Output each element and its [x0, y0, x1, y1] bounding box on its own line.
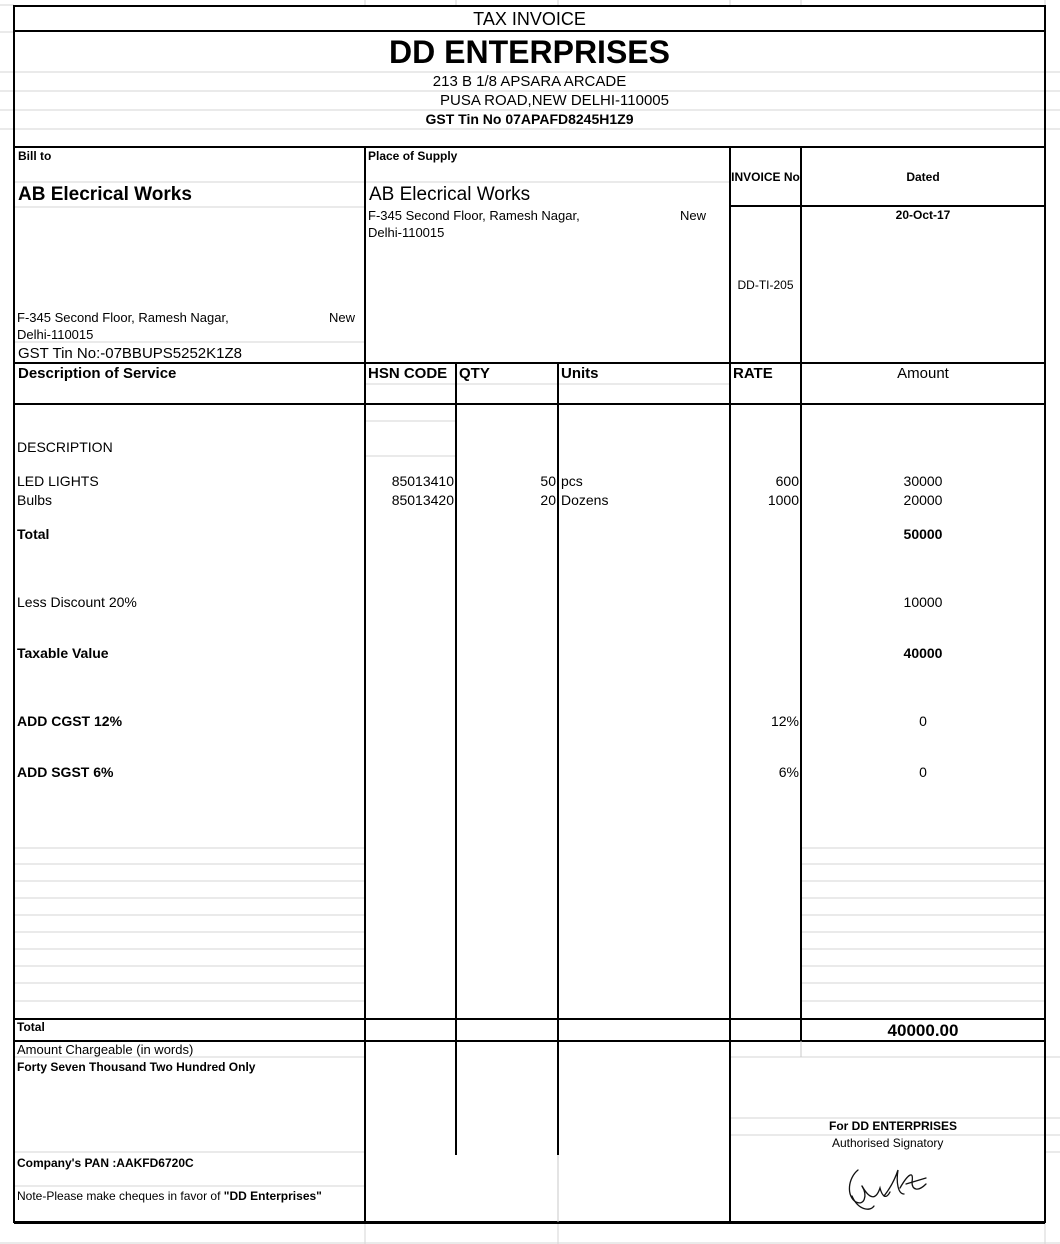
column-header-hsn: HSN CODE: [368, 365, 448, 382]
column-header-units: Units: [561, 365, 599, 382]
place-of-supply-address-line2: Delhi-110015: [368, 225, 445, 240]
document-title: TAX INVOICE: [473, 9, 586, 29]
cgst-value: 0: [919, 713, 927, 729]
grand-total-value: 40000.00: [887, 1021, 959, 1040]
item-description: LED LIGHTS: [17, 473, 99, 489]
invoice-no-label: INVOICE No: [731, 170, 800, 184]
bill-to-label: Bill to: [18, 149, 52, 163]
item-hsn: 85013410: [391, 473, 454, 489]
description-heading: DESCRIPTION: [17, 439, 113, 455]
item-amount: 30000: [903, 473, 943, 489]
bill-to-gst: GST Tin No:-07BBUPS5252K1Z8: [18, 345, 243, 362]
company-pan: Company's PAN :AAKFD6720C: [17, 1156, 194, 1170]
company-address-line2: PUSA ROAD,NEW DELHI-110005: [440, 92, 669, 109]
authorised-signatory: Authorised Signatory: [832, 1136, 944, 1150]
payment-note: [17, 1190, 322, 1202]
cgst-label: ADD CGST 12%: [17, 713, 123, 729]
signature: [849, 1170, 926, 1209]
amount-in-words-label: Amount Chargeable (in words): [17, 1042, 194, 1057]
company-name: DD ENTERPRISES: [389, 34, 670, 70]
taxable-value: 40000: [903, 645, 943, 661]
subtotal-value: 50000: [903, 526, 943, 542]
item-units: Dozens: [561, 492, 609, 508]
item-units: pcs: [561, 473, 583, 489]
place-of-supply-address-part1: F-345 Second Floor, Ramesh Nagar,: [368, 208, 580, 223]
discount-label: Less Discount 20%: [17, 594, 137, 610]
invoice-no: DD-TI-205: [737, 278, 794, 292]
sgst-value: 0: [919, 764, 927, 780]
column-header-amount: Amount: [897, 365, 949, 382]
place-of-supply-address-part2: New: [680, 208, 707, 223]
item-rate: 600: [775, 473, 799, 489]
dated-label: Dated: [906, 170, 940, 184]
payment-note-payee: "DD Enterprises": [223, 1189, 322, 1203]
bill-to-address-part1: F-345 Second Floor, Ramesh Nagar,: [17, 310, 229, 325]
cgst-rate: 12%: [770, 713, 799, 729]
column-header-qty: QTY: [459, 365, 490, 382]
grand-total-label: Total: [17, 1020, 45, 1034]
column-header-description: Description of Service: [18, 365, 177, 382]
for-company: For DD ENTERPRISES: [829, 1119, 958, 1133]
amount-in-words: Forty Seven Thousand Two Hundred Only: [17, 1060, 256, 1074]
bill-to-address-part2: New: [329, 310, 356, 325]
sgst-label: ADD SGST 6%: [17, 764, 114, 780]
item-hsn: 85013420: [391, 492, 454, 508]
item-qty: 20: [540, 492, 556, 508]
place-of-supply-label: Place of Supply: [368, 149, 458, 163]
taxable-value-label: Taxable Value: [17, 645, 109, 661]
column-header-rate: RATE: [733, 365, 773, 382]
item-qty: 50: [540, 473, 556, 489]
bill-to-name: AB Elecrical Works: [18, 184, 192, 205]
bill-to-address-line2: Delhi-110015: [17, 327, 94, 342]
invoice-date: 20-Oct-17: [895, 208, 951, 222]
company-gst: GST Tin No 07APAFD8245H1Z9: [425, 111, 634, 127]
discount-value: 10000: [903, 594, 943, 610]
payment-note-text: Note-Please make cheques in favor of: [17, 1189, 224, 1203]
company-address-line1: 213 B 1/8 APSARA ARCADE: [432, 73, 627, 90]
item-rate: 1000: [767, 492, 799, 508]
sgst-rate: 6%: [778, 764, 799, 780]
item-amount: 20000: [903, 492, 943, 508]
subtotal-label: Total: [17, 526, 50, 542]
item-description: Bulbs: [17, 492, 53, 508]
place-of-supply-name: AB Elecrical Works: [369, 184, 531, 205]
